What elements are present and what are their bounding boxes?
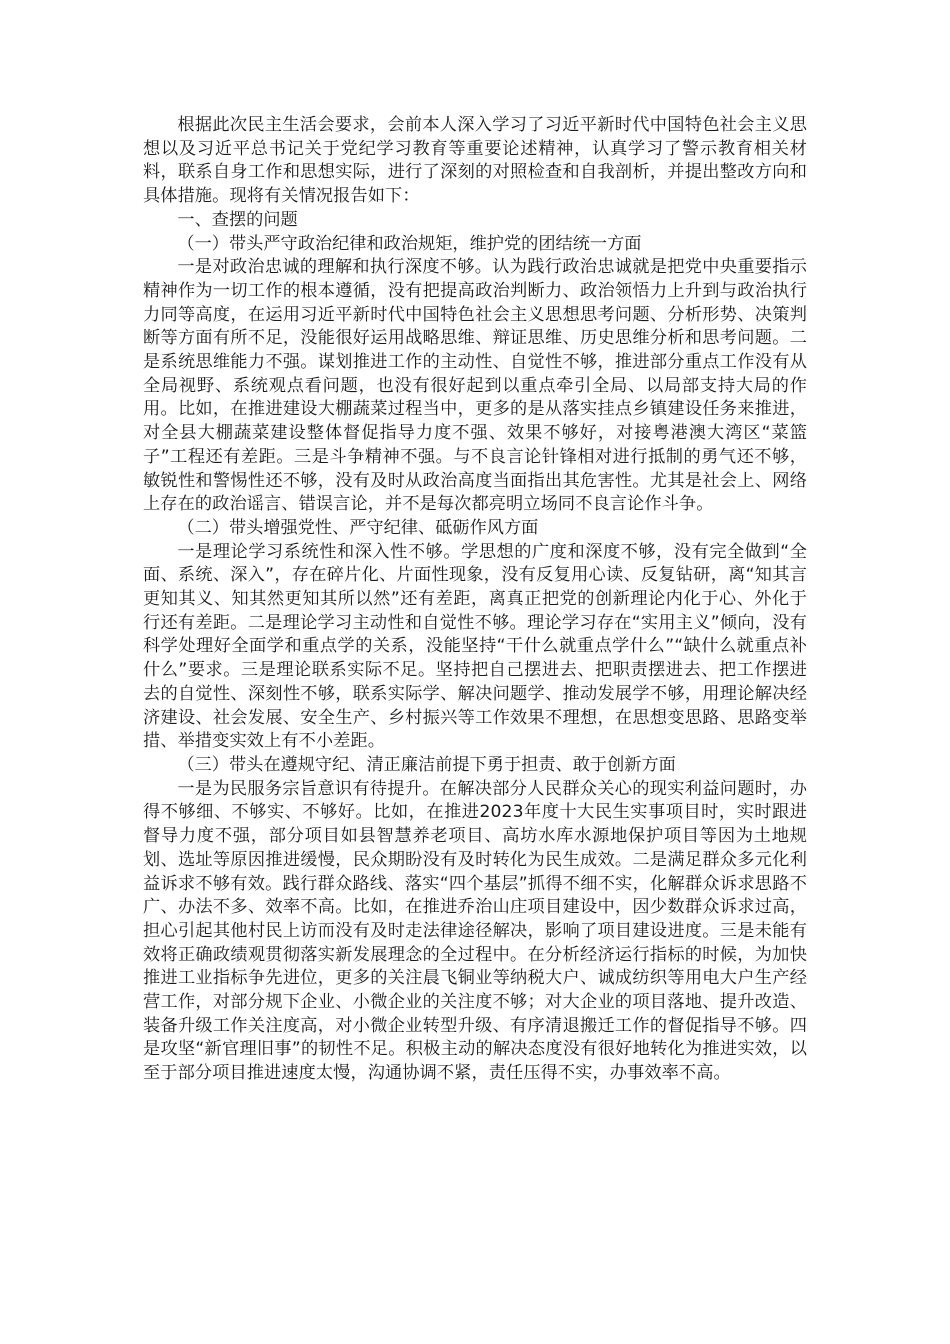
subsection-heading-3: （三）带头在遵规守纪、清正廉洁前提下勇于担责、敢于创新方面 [177,754,676,775]
subsection-3-paragraph: 一是为民服务宗旨意识有待提升。在解决部分人民群众关心的现实利益问题时，办得不够细、不够实、不够好。比如，在推进2023年度十大民生实事项目时，实时跟进督导力度不强，部分项目如县智慧养老项目、高坊水库水源地保护项目等因为土地规划、选址等原因推进缓慢，民众期盼没有及时转化为民生成效。二是满足群众多元化利益诉求不够有效。践行群众路线、落实“四个基层”抓得不细不实，化解群众诉求思路不广、办法不多、效率不高。比如，在推进乔治山庄项目建设中，因少数群众诉求过高，担心引起其他村民上访而没有及时走法律途径解决，影响了项目建设进度。三是未能有效将正确政绩观贯彻落实新发展理念的全过程中。在分析经济运行指标的时候，为加快推进工业指标争先进位，更多的关注晨飞铜业等纳税大户、诚成纺织等用电大户生产经营工作，对部分规下企业、小微企业的关注度不够；对大企业的项目落地、提升改造、装备升级工作关注度高，对小微企业转型升级、有序清退搬迁工作的督促指导不够。四是攻坚“新官理旧事”的韧性不足。积极主动的解决态度没有很好地转化为推进实效，以至于部分项目推进速度太慢，沟通协调不紧，责任压得不实，办事效率不高。 [143,778,807,1084]
section-heading-1: 一、查摆的问题 [177,209,298,230]
document-body [143,114,807,1086]
subsection-2-paragraph: 一是理论学习系统性和深入性不够。学思想的广度和深度不够，没有完全做到“全面、系统、深入”，存在碎片化、片面性现象，没有反复用心读、反复钻研，离“知其言更知其义、知其然更知其所以然”还有差距，离真正把党的创新理论内化于心、外化于行还有差距。二是理论学习主动性和自觉性不够。理论学习存在“实用主义”倾向，没有科学处理好全面学和重点学的关系，没能坚持“干什么就重点学什么”“缺什么就重点补什么”要求。三是理论联系实际不足。坚持把自己摆进去、把职责摆进去、把工作摆进去的自觉性、深刻性不够，联系实际学、解决问题学、推动发展学不够，用理论解决经济建设、社会发展、安全生产、乡村振兴等工作效果不理想，在思想变思路、思路变举措、举措变实效上有不小差距。 [143,541,807,752]
subsection-heading-2: （二）带头增强党性、严守纪律、砥砺作风方面 [177,517,539,538]
subsection-1-paragraph: 一是对政治忠诚的理解和执行深度不够。认为践行政治忠诚就是把党中央重要指示精神作为一切工作的根本遵循，没有把提高政治判断力、政治领悟力上升到与政治执行力同等高度，在运用习近平新时代中国特色社会主义思想思考问题、分析形势、决策判断等方面有所不足，没能很好运用战略思维、辩证思维、历史思维分析和思考问题。二是系统思维能力不强。谋划推进工作的主动性、自觉性不够，推进部分重点工作没有从全局视野、系统观点看问题，也没有很好起到以重点牵引全局、以局部支持大局的作用。比如，在推进建设大棚蔬菜过程当中，更多的是从落实挂点乡镇建设任务来推进，对全县大棚蔬菜建设整体督促指导力度不强、效果不够好，对接粤港澳大湾区“菜篮子”工程还有差距。三是斗争精神不强。与不良言论针锋相对进行抵制的勇气还不够，敏锐性和警惕性还不够，没有及时从政治高度当面指出其危害性。尤其是社会上、网络上存在的政治谣言、错误言论，并不是每次都亮明立场同不良言论作斗争。 [143,257,807,515]
subsection-heading-1: （一）带头严守政治纪律和政治规矩，维护党的团结统一方面 [177,233,642,254]
intro-paragraph: 根据此次民主生活会要求，会前本人深入学习了习近平新时代中国特色社会主义思想以及习近平总书记关于党纪学习教育等重要论述精神，认真学习了警示教育相关材料，联系自身工作和思想实际，进行了深刻的对照检查和自我剖析，并提出整改方向和具体措施。现将有关情况报告如下： [143,115,807,207]
